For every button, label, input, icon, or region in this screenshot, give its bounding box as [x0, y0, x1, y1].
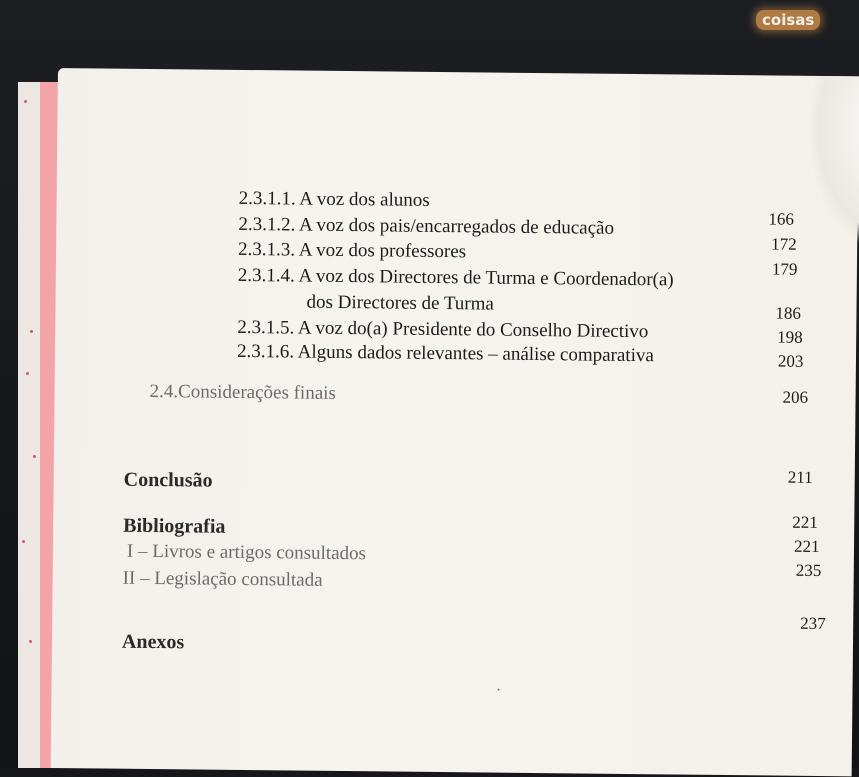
cover-speckle: [26, 372, 29, 375]
toc-title: Considerações finais: [178, 381, 336, 404]
toc-number: 2.3.1.4.: [237, 264, 295, 287]
toc-entry-bibliografia-i: [127, 541, 366, 566]
toc-entry-2-3-1-2: [238, 214, 614, 240]
toc-entry-continuation: dos Directores de Turma: [306, 291, 495, 315]
page-mark: [498, 689, 500, 691]
page-curl: [807, 76, 859, 247]
toc-page: 172: [771, 234, 797, 254]
toc-number: 2.4.: [149, 380, 179, 403]
toc-page: 211: [787, 467, 813, 487]
cover-speckle: [22, 540, 25, 543]
cover-speckle: [29, 640, 32, 643]
toc-heading-bibliografia: Bibliografia: [123, 514, 226, 538]
toc-page: 186: [775, 303, 802, 323]
cover-speckle: [33, 455, 36, 458]
toc-numeral: I: [126, 540, 134, 562]
cover-speckle: [24, 100, 27, 103]
toc-page: 203: [777, 351, 804, 371]
toc-heading-anexos: Anexos: [121, 630, 185, 654]
toc-title: A voz do(a) Presidente do Conselho Directivo: [297, 317, 649, 343]
toc-entry-bibliografia-ii: [123, 568, 323, 592]
toc-entry-2-3-1-4: [238, 265, 674, 292]
toc-number: 2.3.1.6.: [236, 340, 295, 363]
toc-page: 179: [771, 259, 798, 279]
toc-title: A voz dos Directores de Turma e Coordenador(a): [298, 265, 674, 291]
toc-number: 2.3.1.5.: [237, 316, 295, 339]
toc-page: 198: [777, 327, 803, 347]
watermark-logo: coisas: [756, 10, 820, 30]
toc-page: 235: [795, 560, 822, 581]
toc-entry-2-3-1-3: [238, 239, 466, 263]
toc-title: – Legislação consultada: [139, 567, 323, 591]
cover-speckle: [30, 330, 33, 333]
toc-title: A voz dos professores: [298, 239, 467, 263]
toc-numeral: II: [122, 567, 136, 589]
toc-title: A voz dos pais/encarregados de educação: [298, 214, 615, 239]
toc-page: 221: [793, 536, 820, 557]
toc-entry-2-4: [149, 381, 335, 405]
toc-heading-conclusao: Conclusão: [123, 468, 213, 492]
toc-title: Alguns dados relevantes – análise comparativa: [297, 341, 654, 367]
book-page: [51, 68, 859, 776]
toc-entry-2-3-1-1: [239, 188, 430, 212]
toc-entry-2-3-1-6: [237, 341, 654, 367]
toc-number: 2.3.1.2.: [238, 213, 296, 236]
toc-page: 206: [782, 387, 809, 407]
toc-number: 2.3.1.3.: [238, 238, 296, 261]
toc-title: – Livros e artigos consultados: [137, 540, 367, 565]
toc-page: 237: [800, 613, 826, 634]
toc-title: A voz dos alunos: [299, 188, 430, 211]
toc-page: 166: [768, 209, 795, 229]
toc-number: 2.3.1.1.: [238, 187, 296, 210]
toc-page: 221: [792, 512, 818, 532]
toc-entry-2-3-1-5: [237, 317, 648, 343]
